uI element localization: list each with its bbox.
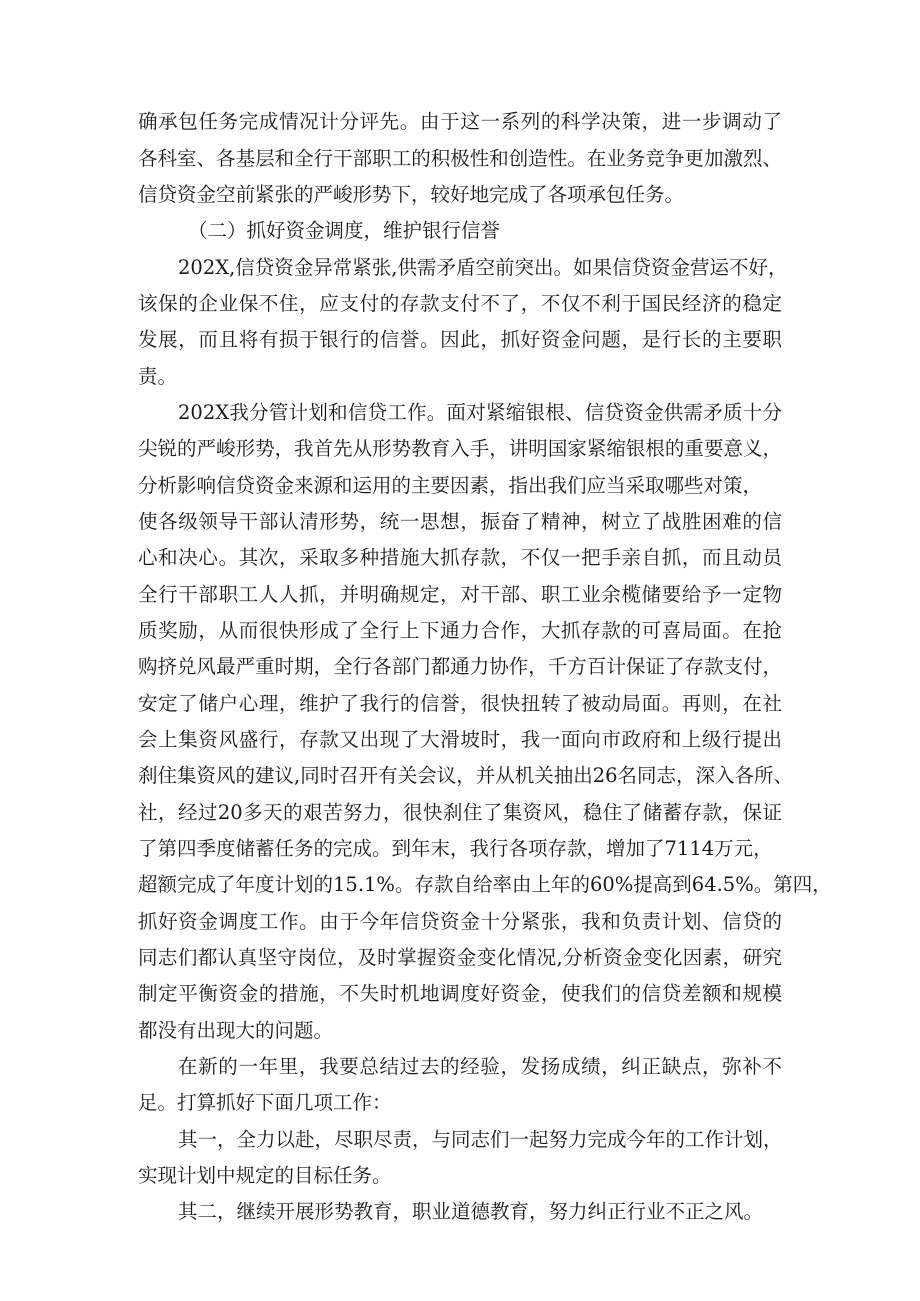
paragraph-line: 尖锐的严峻形势，我首先从形势教育入手，讲明国家紧缩银根的重要意义， <box>138 437 782 460</box>
paragraph-line: 抓好资金调度工作。由于今年信贷资金十分紧张，我和负责计划、信贷的 <box>138 910 782 933</box>
paragraph-line: 都没有出现大的问题。 <box>138 1019 334 1042</box>
paragraph-line: 在新的一年里，我要总结过去的经验，发扬成绩，纠正缺点，弥补不 <box>178 1055 782 1078</box>
paragraph-line: 刹住集资风的建议,同时召开有关会议，并从机关抽出26名同志，深入各所、 <box>138 764 794 787</box>
paragraph-line: 信贷资金空前紧张的严峻形势下，较好地完成了各项承包任务。 <box>138 183 685 206</box>
paragraph-line: 全行干部职工人人抓，并明确规定，对干部、职工业余榄储要给予一定物 <box>138 583 782 606</box>
paragraph-line: 足。打算抓好下面几项工作： <box>138 1091 392 1114</box>
paragraph-line: 发展，而且将有损于银行的信誉。因此，抓好资金问题，是行长的主要职 <box>138 328 782 351</box>
paragraph-line: 各科室、各基层和全行干部职工的积极性和创造性。在业务竞争更加激烈、 <box>138 147 782 170</box>
paragraph-line: 同志们都认真坚守岗位，及时掌握资金变化情况,分析资金变化因素，研究 <box>138 946 782 969</box>
paragraph-line: 质奖励，从而很快形成了全行上下通力合作，大抓存款的可喜局面。在抢 <box>138 619 782 642</box>
paragraph-line: 了第四季度储蓄任务的完成。到年末，我行各项存款，增加了7114万元， <box>138 837 773 860</box>
paragraph-line: 确承包任务完成情况计分评先。由于这一系列的科学决策，进一步调动了 <box>138 110 782 133</box>
paragraph-line: 202X,信贷资金异常紧张,供需矛盾空前突出。如果信贷资金营运不好， <box>178 256 788 279</box>
paragraph-line: 责。 <box>138 365 178 388</box>
section-heading: （二）抓好资金调度，维护银行信誉 <box>188 219 501 242</box>
paragraph-line: 其一，全力以赴，尽职尽责，与同志们一起努力完成今年的工作计划， <box>178 1128 783 1151</box>
paragraph-line: 社，经过20多天的艰苦努力，很快刹住了集资风，稳住了储蓄存款，保证 <box>138 801 782 824</box>
paragraph-line: 心和决心。其次，采取多种措施大抓存款，不仅一把手亲自抓，而且动员 <box>138 546 782 569</box>
paragraph-line: 超额完成了年度计划的15.1%。存款自给率由上年的60%提高到64.5%。第四， <box>138 873 832 896</box>
paragraph-line: 使各级领导干部认清形势，统一思想，振奋了精神，树立了战胜困难的信 <box>138 510 782 533</box>
paragraph-line: 202X我分管计划和信贷工作。面对紧缩银根、信贷资金供需矛质十分 <box>178 401 782 424</box>
paragraph-line: 安定了储户心理，维护了我行的信誉，很快扭转了被动局面。再则，在社 <box>138 692 782 715</box>
paragraph-line: 该保的企业保不住，应支付的存款支付不了，不仅不利于国民经济的稳定 <box>138 292 782 315</box>
paragraph-line: 分析影响信贷资金来源和运用的主要因素，指出我们应当采取哪些对策， <box>138 474 763 497</box>
paragraph-line: 购挤兑风最严重时期，全行各部门都通力协作，千方百计保证了存款支付， <box>138 655 782 678</box>
paragraph-line: 会上集资风盛行，存款又出现了大滑坡时，我一面向市政府和上级行提出 <box>138 728 782 751</box>
paragraph-line: 制定平衡资金的措施，不失时机地调度好资金，使我们的信贷差额和规模 <box>138 982 782 1005</box>
paragraph-line: 实现计划中规定的目标任务。 <box>138 1164 392 1187</box>
paragraph-line: 其二，继续开展形势教育，职业道德教育，努力纠正行业不正之风。 <box>178 1200 764 1223</box>
